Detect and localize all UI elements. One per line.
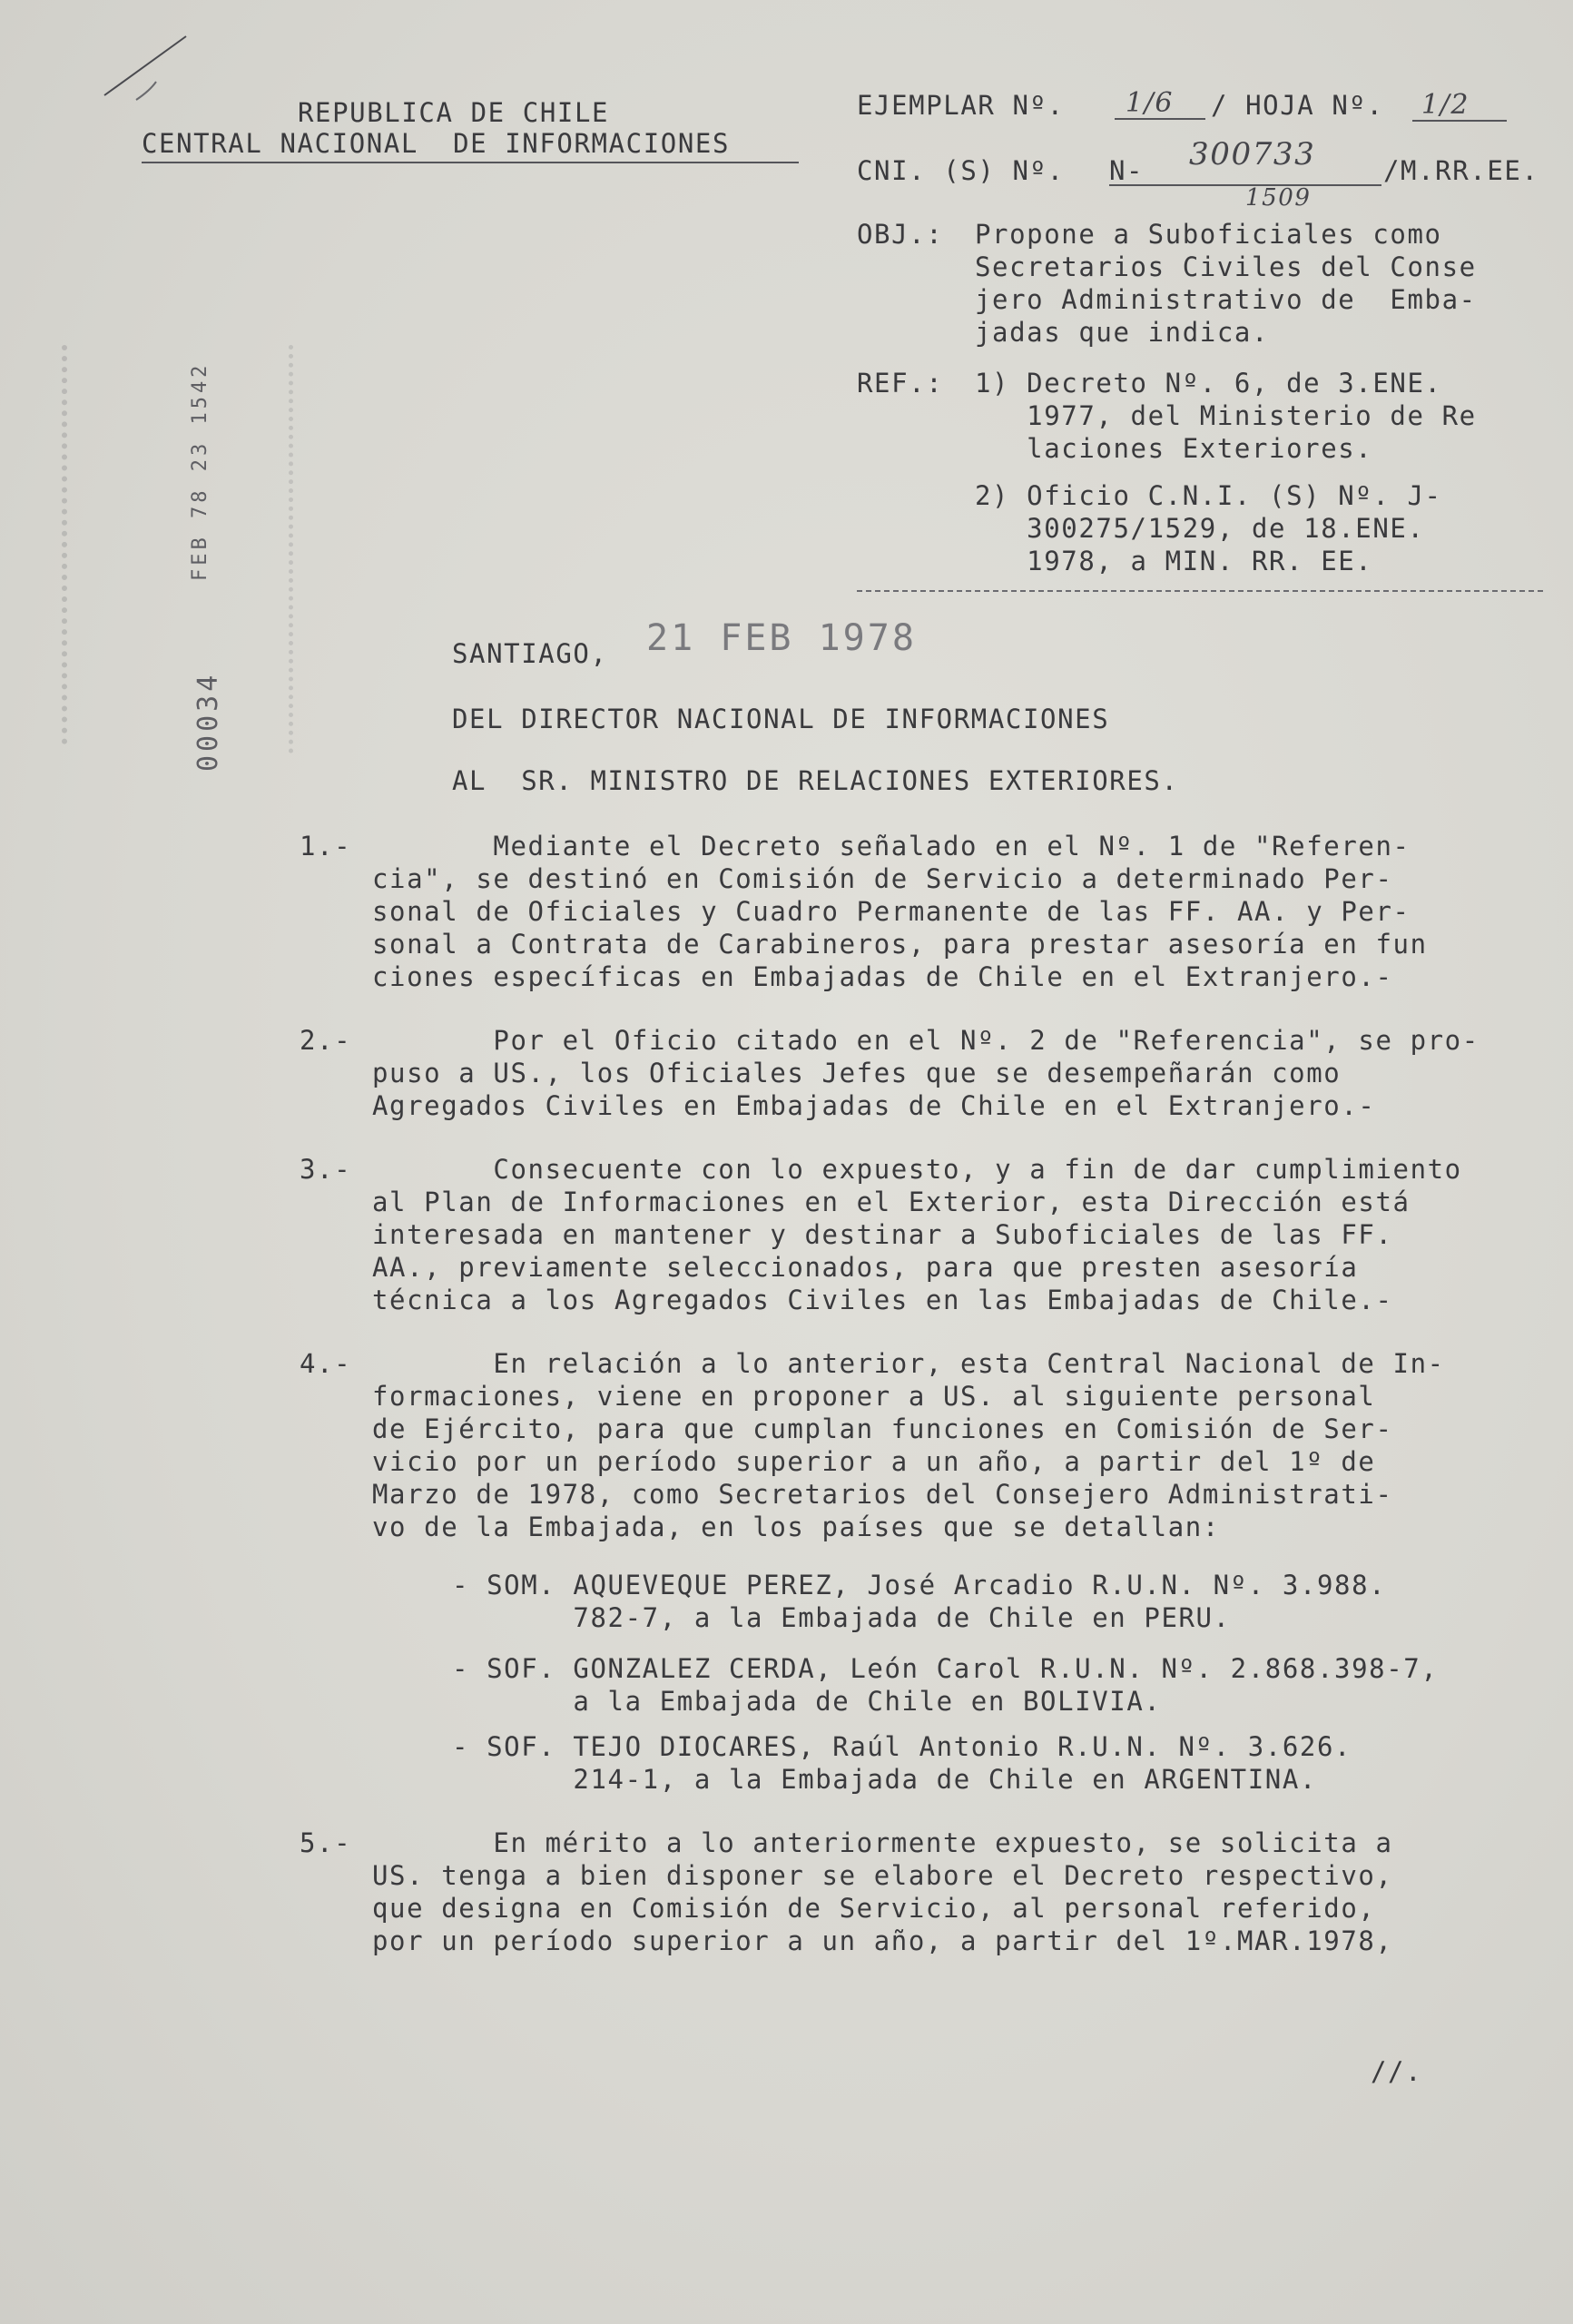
- paragraph-line: vo de la Embajada, en los países que se detallan:: [372, 1512, 1220, 1542]
- ref2-line: 2) Oficio C.N.I. (S) Nº. J-: [975, 480, 1442, 511]
- personnel-entry: - SOF. GONZALEZ CERDA, León Carol R.U.N. Nº. 2.868.398-7,: [452, 1653, 1439, 1684]
- personnel-entry: a la Embajada de Chile en BOLIVIA.: [452, 1686, 1162, 1717]
- ejemplar-label: EJEMPLAR Nº.: [857, 90, 1065, 121]
- ref1-line: laciones Exteriores.: [975, 433, 1373, 464]
- paragraph-line: técnica a los Agregados Civiles en las Embajadas de Chile.-: [372, 1285, 1393, 1315]
- ref1-line: 1) Decreto Nº. 6, de 3.ENE.: [975, 368, 1442, 399]
- cni-prefix: N-: [1109, 155, 1145, 186]
- obj-line: jadas que indica.: [975, 317, 1270, 348]
- paragraph-line: al Plan de Informaciones en el Exterior, esta Dirección está: [372, 1187, 1411, 1217]
- paragraph-line: Marzo de 1978, como Secretarios del Consejero Administrati-: [372, 1479, 1393, 1510]
- paragraph-number: 1.-: [300, 831, 352, 862]
- ref-divider: [857, 590, 1543, 592]
- faint-margin-stamp: [62, 345, 113, 744]
- ejemplar-value: 1/6: [1126, 87, 1175, 119]
- ejemplar-underline: [1115, 118, 1205, 120]
- paragraph-number: 3.-: [300, 1154, 352, 1185]
- paragraph-line: por un período superior a un año, a partir del 1º.MAR.1978,: [372, 1925, 1393, 1956]
- cni-label: CNI. (S) Nº.: [857, 155, 1065, 186]
- paragraph-line: puso a US., los Oficiales Jefes que se desempeñarán como: [372, 1058, 1342, 1088]
- pen-mark: [100, 27, 209, 109]
- vertical-date-stamp: FEB 78 23 1542: [189, 361, 211, 581]
- paragraph-line: vicio por un período superior a un año, a partir del 1º de: [372, 1446, 1376, 1477]
- to-line: AL SR. MINISTRO DE RELACIONES EXTERIORES.: [452, 765, 1179, 796]
- paragraph-line: formaciones, viene en proponer a US. al siguiente personal: [372, 1381, 1376, 1412]
- cni-sub-number: 1509: [1245, 184, 1312, 212]
- hoja-label: / HOJA Nº.: [1211, 90, 1384, 121]
- cni-suffix: /M.RR.EE.: [1383, 155, 1539, 186]
- paragraph-number: 2.-: [300, 1025, 352, 1056]
- hoja-value: 1/2: [1421, 89, 1470, 121]
- place-label: SANTIAGO,: [452, 638, 608, 669]
- paragraph-line: que designa en Comisión de Servicio, al personal referido,: [372, 1893, 1376, 1924]
- obj-line: Secretarios Civiles del Conse: [975, 251, 1477, 282]
- paragraph-line: En mérito a lo anteriormente expuesto, se solicita a: [372, 1827, 1393, 1858]
- cni-number: 300733: [1189, 136, 1316, 172]
- paragraph-line: interesada en mantener y destinar a Suboficiales de las FF.: [372, 1219, 1393, 1250]
- ref1-line: 1977, del Ministerio de Re: [975, 400, 1477, 431]
- paragraph-line: US. tenga a bien disponer se elabore el Decreto respectivo,: [372, 1860, 1393, 1891]
- paragraph-line: En relación a lo anterior, esta Central Nacional de In-: [372, 1348, 1445, 1379]
- paragraph-line: sonal a Contrata de Carabineros, para prestar asesoría en fun: [372, 929, 1428, 960]
- paragraph-line: sonal de Oficiales y Cuadro Permanente de las FF. AA. y Per-: [372, 896, 1411, 927]
- paragraph-number: 4.-: [300, 1348, 352, 1379]
- paragraph-line: Agregados Civiles en Embajadas de Chile en el Extranjero.-: [372, 1090, 1376, 1121]
- ref2-line: 1978, a MIN. RR. EE.: [975, 546, 1373, 576]
- received-date-stamp: 21 FEB 1978: [646, 617, 917, 659]
- paragraph-line: AA., previamente seleccionados, para que presten asesoría: [372, 1252, 1359, 1283]
- obj-label: OBJ.:: [857, 219, 944, 250]
- ref2-line: 300275/1529, de 18.ENE.: [975, 513, 1425, 544]
- obj-line: jero Administrativo de Emba-: [975, 284, 1477, 315]
- agency-heading: CENTRAL NACIONAL DE INFORMACIONES: [142, 128, 731, 159]
- paragraph-line: Mediante el Decreto señalado en el Nº. 1 de "Referen-: [372, 831, 1411, 862]
- paragraph-line: ciones específicas en Embajadas de Chile en el Extranjero.-: [372, 961, 1393, 992]
- paragraph-line: de Ejército, para que cumplan funciones en Comisión de Ser-: [372, 1413, 1393, 1444]
- paragraph-line: Consecuente con lo expuesto, y a fin de dar cumplimiento: [372, 1154, 1462, 1185]
- ref-label: REF.:: [857, 368, 944, 399]
- republic-heading: REPUBLICA DE CHILE: [298, 97, 610, 128]
- vertical-number-stamp: 00034: [192, 671, 224, 772]
- personnel-entry: 214-1, a la Embajada de Chile en ARGENTINA.: [452, 1764, 1317, 1795]
- personnel-entry: 782-7, a la Embajada de Chile en PERU.: [452, 1602, 1231, 1633]
- from-line: DEL DIRECTOR NACIONAL DE INFORMACIONES: [452, 704, 1110, 734]
- personnel-entry: - SOF. TEJO DIOCARES, Raúl Antonio R.U.N. Nº. 3.626.: [452, 1731, 1352, 1762]
- obj-line: Propone a Suboficiales como: [975, 219, 1442, 250]
- paragraph-line: Por el Oficio citado en el Nº. 2 de "Referencia", se pro-: [372, 1025, 1480, 1056]
- hoja-underline: [1412, 120, 1507, 122]
- agency-underline: [142, 162, 799, 163]
- personnel-entry: - SOM. AQUEVEQUE PEREZ, José Arcadio R.U.N. Nº. 3.988.: [452, 1570, 1387, 1600]
- continuation-mark: //.: [1371, 2056, 1423, 2087]
- paragraph-number: 5.-: [300, 1827, 352, 1858]
- paragraph-line: cia", se destinó en Comisión de Servicio a determinado Per-: [372, 863, 1393, 894]
- faint-margin-stamp-2: [289, 345, 320, 753]
